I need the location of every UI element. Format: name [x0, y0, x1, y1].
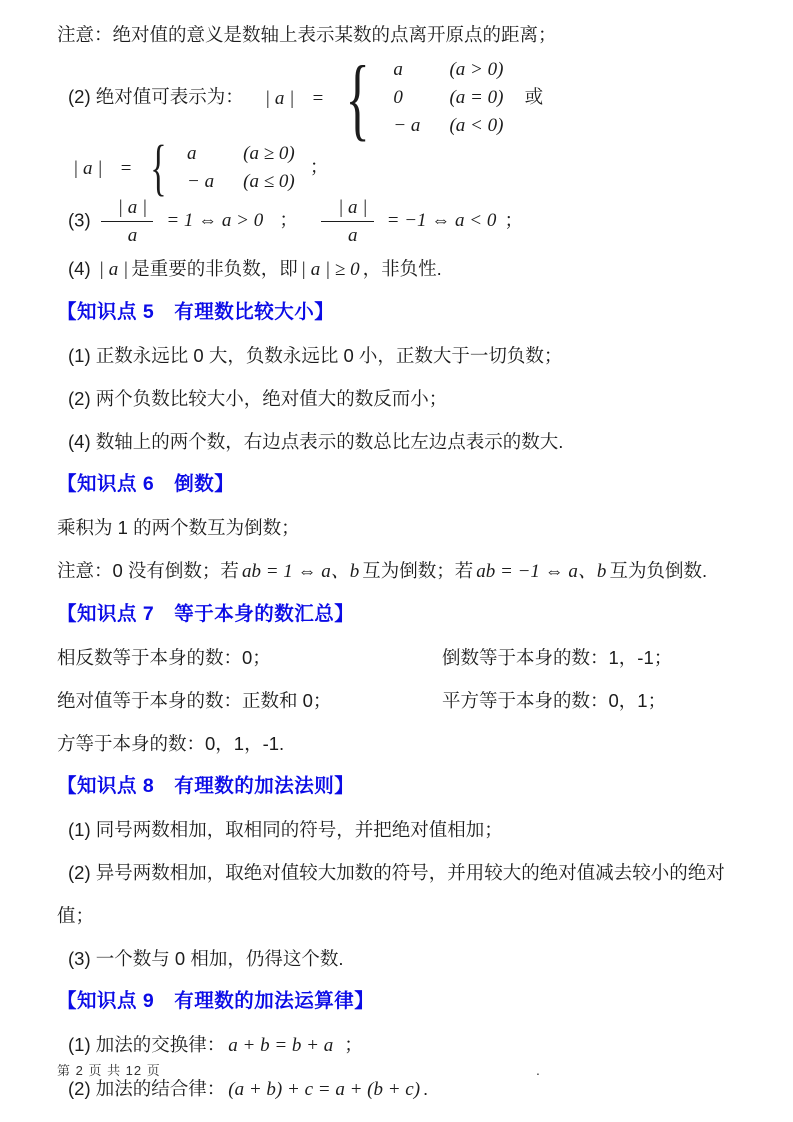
piecewise-rows: [176, 140, 295, 196]
kp9-associative-formula: (a + b) + c = a + (b + c): [228, 1079, 421, 1100]
case-value: − a: [187, 171, 215, 192]
fraction-numerator: | a |: [101, 196, 153, 222]
fraction-numerator: | a |: [321, 196, 373, 222]
case-value: − a: [393, 115, 421, 136]
abs-a-symbol: | a |: [264, 87, 295, 109]
kp8-item-3: (3) 一个数与 0 相加，仍得这个数.: [68, 948, 344, 969]
kp8-item-1: (1) 同号两数相加，取相同的符号，并把绝对值相加；: [68, 819, 503, 840]
abs-representation-line: [57, 47, 739, 202]
line-end-punctuation: .: [423, 1078, 429, 1099]
abs-a-geq-zero: | a | ≥ 0: [300, 259, 360, 280]
heading-kp7-equal-to-itself: 【知识点 7 等于本身的数汇总】: [57, 603, 355, 625]
kp7-row-1: [57, 636, 739, 679]
heading-kp5-comparing-rationals: 【知识点 5 有理数比较大小】: [57, 301, 335, 323]
kp7-reciprocal-equal: 倒数等于本身的数：1，-1；: [442, 647, 673, 668]
abs-nonnegative-line: [57, 247, 739, 291]
kp6-math-ab-equals-1: ab = 1 ⇔ a、b: [241, 561, 360, 582]
item-prefix: (4): [68, 258, 91, 279]
line-end-punctuation: ；: [344, 1034, 363, 1055]
heading-kp6-reciprocal: 【知识点 6 倒数】: [57, 473, 235, 495]
kp7-row-3: [57, 722, 739, 765]
case-value: a: [393, 59, 403, 80]
heading-kp8-addition-rules: 【知识点 8 有理数的加法法则】: [57, 775, 355, 797]
case-condition: (a = 0): [449, 87, 504, 108]
fraction-denominator: a: [348, 225, 358, 246]
case-condition: (a < 0): [449, 115, 504, 136]
kp9-commutative-law: [57, 1023, 739, 1067]
nonneg-text-2: ，非负性.: [362, 258, 442, 279]
stray-period-mark: .: [536, 1062, 540, 1078]
abs-repr-prefix: (2) 绝对值可表示为：: [68, 85, 244, 107]
case-condition: (a ≤ 0): [243, 171, 295, 192]
line-end-punctuation: ；: [504, 209, 524, 231]
ratio-rhs-negative: = −1 ⇔ a < 0: [386, 210, 497, 232]
kp9-item1-label: (1) 加法的交换律：: [68, 1034, 226, 1055]
piecewise-rows: [382, 56, 503, 140]
kp6-note-text-3: 互为负倒数.: [609, 560, 708, 581]
kp5-item-2: (2) 两个负数比较大小，绝对值大的数反而小；: [68, 388, 448, 409]
equals-sign: =: [311, 87, 325, 109]
piecewise-three-case: [251, 47, 504, 149]
abs-a-symbol: | a |: [73, 157, 103, 179]
heading-kp9-addition-laws: 【知识点 9 有理数的加法运算律】: [57, 990, 375, 1012]
case-condition: (a ≥ 0): [243, 143, 295, 164]
kp7-square-equal: 平方等于本身的数：0，1；: [442, 690, 667, 711]
kp7-cube-equal: 方等于本身的数：0，1，-1.: [57, 733, 285, 754]
kp8-item-2: (2) 异号两数相加，取绝对值较大加数的符号，并用较大的绝对值减去较小的绝对值；: [57, 862, 725, 926]
abs-a-symbol: | a |: [98, 259, 129, 280]
kp7-row3-right-empty: [442, 722, 739, 765]
abs-ratio-prefix: (3): [68, 209, 91, 231]
kp7-row-2: [57, 679, 739, 722]
case-value: a: [187, 143, 197, 164]
nonneg-text-1: 是重要的非负数，即: [131, 258, 298, 279]
kp5-item-4: (4) 数轴上的两个数，右边点表示的数总比左边点表示的数大.: [68, 431, 564, 452]
fraction-abs-a-over-a: [101, 196, 153, 247]
ratio-rhs-positive: = 1 ⇔ a > 0: [166, 210, 264, 232]
kp6-note-text-1: 注意：0 没有倒数；若: [57, 560, 239, 581]
case-value: 0: [393, 87, 403, 108]
kp9-commutative-formula: a + b = b + a: [228, 1035, 334, 1056]
kp6-math-ab-equals-neg1: ab = −1 ⇔ a、b: [476, 561, 607, 582]
kp7-opposite-equal: 相反数等于本身的数：0；: [57, 647, 271, 668]
kp5-item-1: (1) 正数永远比 0 大，负数永远比 0 小，正数大于一切负数；: [68, 345, 563, 366]
left-brace-glyph: {: [150, 134, 167, 202]
equals-sign: =: [119, 157, 133, 179]
fraction-denominator: a: [127, 225, 138, 246]
separator-punctuation: ；: [279, 209, 298, 231]
kp7-absvalue-equal: 绝对值等于本身的数：正数和 0；: [57, 690, 332, 711]
left-brace-glyph: {: [345, 47, 370, 149]
abs-ratio-line: [57, 196, 739, 247]
kp6-definition-line: 乘积为 1 的两个数互为倒数；: [57, 517, 300, 538]
abs-value-note: 注意：绝对值的意义是数轴上表示某数的点离开原点的距离；: [57, 24, 557, 45]
kp6-note-line: [57, 549, 739, 593]
piecewise-two-case: [59, 134, 295, 202]
kp9-item2-label: (2) 加法的结合律：: [68, 1078, 226, 1099]
page-content: [57, 13, 739, 1111]
page-number-footer: 第 2 页 共 12 页: [57, 1063, 161, 1078]
or-word: 或: [524, 85, 544, 107]
line-end-punctuation: ；: [309, 155, 329, 177]
fraction-abs-a-over-a: [321, 196, 373, 247]
kp6-note-text-2: 互为倒数；若: [362, 560, 474, 581]
case-condition: (a > 0): [449, 59, 504, 80]
